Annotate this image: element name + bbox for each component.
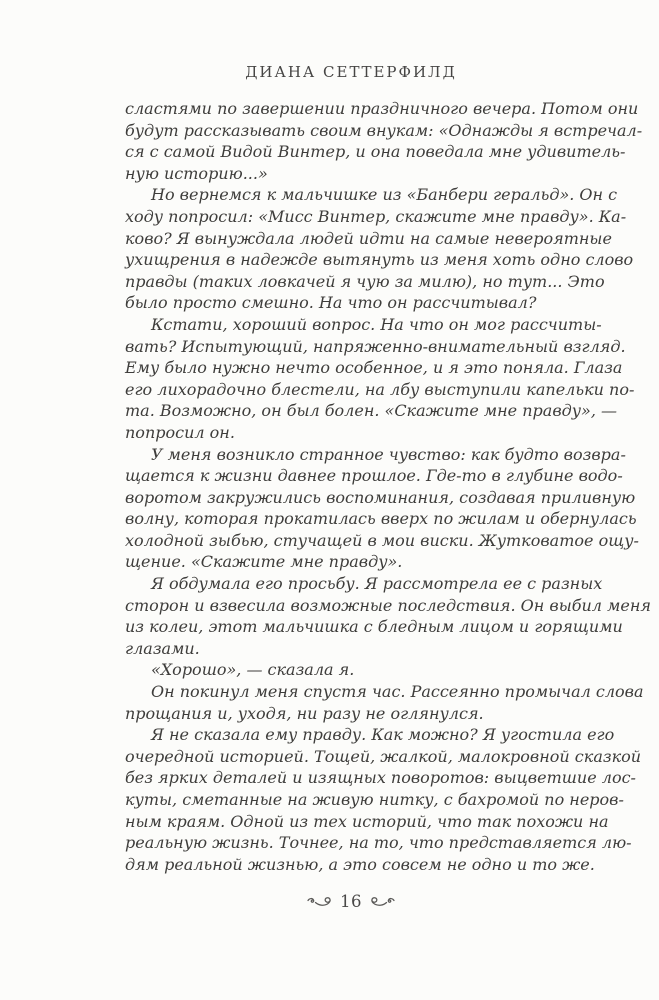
flourish-right-icon (369, 896, 395, 908)
text-line: Ему было нужно нечто особенное, и я это поняла. Глаза (125, 358, 623, 378)
text-line: ходу попросил: «Мисс Винтер, скажите мне правду». Ка- (125, 206, 627, 226)
text-line: Кстати, хороший вопрос. На что он мог рассчиты- (151, 314, 602, 334)
text-line: ково? Я вынуждала людей идти на самые невероятные (125, 228, 612, 248)
text-line: дям реальной жизнью, а это совсем не одно и то же. (125, 854, 595, 874)
text-line: холодной зыбью, стучащей в мои виски. Жутковатое ощу- (125, 530, 639, 550)
text-line: щается к жизни давнее прошлое. Где-то в глубине водо- (125, 466, 623, 486)
text-line: Но вернемся к мальчишке из «Банбери геральд». Он с (151, 185, 618, 205)
text-line: без ярких деталей и изящных поворотов: выцветшие лос- (125, 768, 636, 788)
text-line: У меня возникло странное чувство: как будто возвра- (151, 444, 626, 464)
page-footer (125, 892, 577, 911)
text-line: воротом закружились воспоминания, создавая приливную (125, 487, 636, 507)
text-line: реальную жизнь. Точнее, на то, что представляется лю- (125, 833, 632, 853)
text-line: Я обдумала его просьбу. Я рассмотрела ее с разных (151, 574, 603, 594)
page-number: 16 (340, 892, 362, 912)
text-line: было просто смешно. На что он рассчитывал? (125, 293, 537, 313)
text-line: та. Возможно, он был болен. «Скажите мне правду», — (125, 401, 618, 421)
text-line: его лихорадочно блестели, на лбу выступили капельки по- (125, 379, 635, 399)
text-line: попросил он. (125, 422, 235, 442)
text-line: щение. «Скажите мне правду». (125, 552, 403, 572)
text-line: прощания и, уходя, ни разу не оглянулся. (125, 703, 484, 723)
text-line: вать? Испытующий, напряженно-внимательный взгляд. (125, 336, 626, 356)
text-line: Он покинул меня спустя час. Рассеянно промычал слова (151, 682, 644, 702)
text-line: волну, которая прокатилась вверх по жилам и обернулась (125, 509, 637, 529)
flourish-left-icon (307, 896, 333, 908)
text-line: «Хорошо», — сказала я. (151, 660, 355, 680)
text-line: сластями по завершении праздничного вечера. Потом они (125, 99, 639, 118)
text-line: Я не сказала ему правду. Как можно? Я угостила его (151, 725, 615, 745)
text-line: ную историю...» (125, 163, 268, 183)
text-block (125, 63, 651, 912)
text-line: правды (таких ловкачей я чую за милю), но тут... Это (125, 271, 605, 291)
text-line: ухищрения в надежде вытянуть из меня хоть одно слово (125, 250, 634, 270)
text-line: будут рассказывать своим внукам: «Однажды я встречал- (125, 120, 643, 140)
text-line: ным краям. Одной из тех историй, что так похожи на (125, 811, 609, 831)
text-line: из колеи, этот мальчишка с бледным лицом и горящими (125, 617, 623, 637)
running-head-author: ДИАНА СЕТТЕРФИЛД (245, 63, 457, 81)
text-line: ся с самой Видой Винтер, и она поведала мне удивитель- (125, 142, 626, 162)
text-line: куты, сметанные на живую нитку, с бахромой по неров- (125, 790, 624, 809)
text-line: очередной историей. Тощей, жалкой, малокровной сказкой (125, 746, 642, 766)
text-line: глазами. (125, 638, 200, 658)
body-text (125, 98, 651, 875)
text-line: сторон и взвесила возможные последствия. Он выбил меня (125, 595, 651, 615)
